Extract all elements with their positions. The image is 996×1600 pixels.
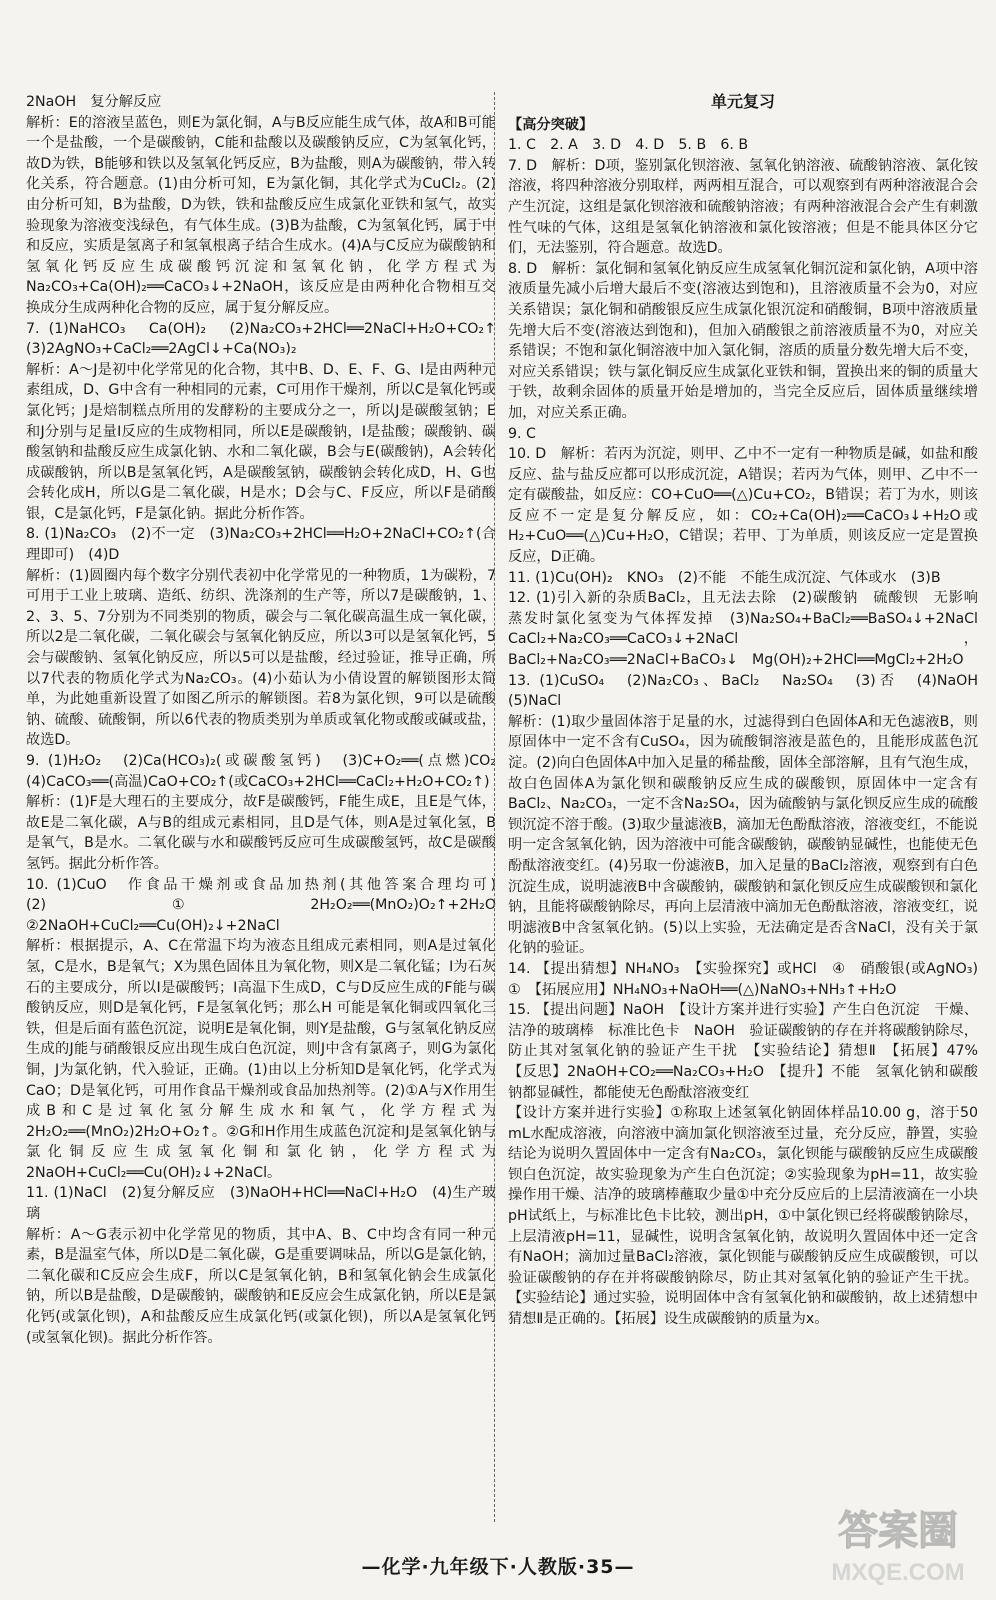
answer-paragraph: 9. (1)H₂O₂ (2)Ca(HCO₃)₂(或碳酸氢钙) (3)C+O₂══(点燃)CO₂ (4)CaCO₃══(高温)CaO+CO₂↑(或CaCO₃+2HCl══CaCl₂+H₂O+CO₂↑) [26, 753, 511, 790]
watermark-top-text: 答案圈 [838, 1508, 958, 1554]
answer-paragraph: 【设计方案并进行实验】①称取上述氢氧化钠固体样品10.00 g，溶于50 mL水配成溶液，向溶液中滴加氯化钡溶液至过量，充分反应，静置，实验结论为说明久置固体中一定含有Na₂CO₃，氯化钡能与碳酸钠反应生成碳酸钡白色沉淀，故实验现象为产生白色沉淀；②实验现象为pH=11，故实验操作用干燥、洁净的玻璃棒蘸取少量①中充分反应后的上层清液滴在一小块pH试纸上，与标准比色卡比较，测出pH，①中氯化钡已经将碳酸钠除尽，上层清液pH=11，显碱性，说明含氢氧化钠，故说明久置固体中还一定含有NaOH；滴加过量BaCl₂溶液，氯化钡能与碳酸钠反应生成碳酸钡，可以验证碳酸钠的存在并将碳酸钠除尽，防止其对氢氧化钠的验证产生干扰。【实验结论】通过实验，说明固体中含有氢氧化钠和碳酸钠，故上述猜想中猜想Ⅱ是正确的。【拓展】设生成碳酸钠的质量为x。 [508, 1105, 978, 1328]
answer-paragraph: 10. (1)CuO 作食品干燥剂或食品加热剂(其他答案合理均可) (2)①2H₂O₂══(MnO₂)O₂↑+2H₂O ②2NaOH+CuCl₂══Cu(OH)₂↓+2NaCl [26, 876, 511, 934]
answer-paragraph: 13. (1)CuSO₄ (2)Na₂CO₃、BaCl₂ Na₂SO₄ (3)否 (4)NaOH (5)NaCl [508, 672, 993, 710]
answer-paragraph: 11. (1)Cu(OH)₂ KNO₃ (2)不能 不能生成沉淀、气体或水 (3)B [508, 569, 941, 586]
answer-paragraph: 11. (1)NaCl (2)复分解反应 (3)NaOH+HCl══NaCl+H₂O (4)生产玻璃 [26, 1185, 496, 1223]
answer-paragraph: 8. D 解析：氯化铜和氢氧化钠反应生成氢氧化铜沉淀和氯化钠，A项中溶液质量先减小后增大最后不变(溶液达到饱和)，且溶液质量不会为0，对应关系错误；氯化铜和硝酸银反应生成氯化银沉淀和硝酸铜，B项中溶液质量先增大后不变(溶液达到饱和)，但加入硝酸银之前溶液质量不为0，对应关系错误；不饱和氯化铜溶液中加入氯化铜，溶质的质量分数先增大后不变，对应关系错误；铁与氯化铜反应生成氯化亚铁和铜，置换出来的铜的质量大于铁，故剩余固体的质量开始是增加的，当完全反应后，固体质量继续增加，对应关系正确。 [508, 260, 978, 421]
answer-paragraph: 7. (1)NaHCO₃ Ca(OH)₂ (2)Na₂CO₃+2HCl══2NaCl+H₂O+CO₂↑ (3)2AgNO₃+CaCl₂══2AgCl↓+Ca(NO₃)₂ [26, 320, 511, 358]
answer-paragraph: 解析：根据提示，A、C在常温下均为液态且组成元素相同，则A是过氧化氢，C是水，B是氧气；X为黑色固体且为氧化物，则X是二氧化锰；I为石灰石的主要成分，所以I是碳酸钙；I高温下生成D，C与D反应生成的F能与碳酸钠反应，则D是氧化钙，F是氢氧化钙；那么H 可能是氧化铜或四氧化三铁，但是后面有蓝色沉淀，说明E是氧化铜，则Y是盐酸，G与氢氧化钠反应生成的J能与硝酸银反应出现生成白色沉淀，则J中含有氯离子，则G为氯化铜，J为氯化钠，代入验证，正确。(1)由以上分析知D是氧化钙，化学式为CaO；D是氧化钙，可用作食品干燥剂或食品加热剂等。(2)①A与X作用生成B和C是过氧化氢分解生成水和氧气，化学方程式为2H₂O₂══(MnO₂)2H₂O+O₂↑。②G和H作用生成蓝色沉淀和J是氢氧化钠与氯化铜反应生成氢氧化铜和氯化钠，化学方程式为2NaOH+CuCl₂══Cu(OH)₂↓+2NaCl。 [26, 938, 496, 1181]
answer-paragraph: 解析：A～G表示初中化学常见的物质，其中A、B、C中均含有同一种元素，B是温室气体，所以D是二氧化碳，G是重要调味品，所以G是氯化钠，二氧化碳和C反应会生成F，所以C是氢氧化钠，B和氢氧化钠会生成氯化钠，所以B是盐酸，D是碳酸钠，碳酸钠和E反应会生成氯化钠，所以E是氯化钙(或氯化钡)，A和盐酸反应生成氯化钙(或氯化钡)，所以A是氢氧化钙(或氢氧化钡)。据此分析作答。 [26, 1226, 496, 1346]
answer-paragraph: 1. C 2. A 3. D 4. D 5. B 6. B [508, 137, 749, 154]
column-divider [494, 92, 495, 1522]
answer-paragraph: 解析：(1)取少量固体溶于足量的水，过滤得到白色固体A和无色滤液B，则原固体中一定不含有CuSO₄，因为硫酸铜溶液是蓝色的，且能形成蓝色沉淀。(2)向白色固体A中加入足量的稀盐酸，固体全部溶解，且有气泡生成，故白色固体A为氯化钡和碳酸钠反应生成的碳酸钡，原固体中一定含有BaCl₂、Na₂CO₃，一定不含Na₂SO₄，因为硫酸钠与氯化钡反应生成的硫酸钡沉淀不溶于酸。(3)取少量滤液B，滴加无色酚酞溶液，溶液变红，不能说明一定含氢氧化钠，因为溶液中可能含碳酸钠，碳酸钠显碱性，也能使无色酚酞溶液变红。(4)另取一份滤液B，加入足量的BaCl₂溶液，观察到有白色沉淀生成，说明滤液B中含碳酸钠，碳酸钠和氯化钡反应生成碳酸钡和氯化钠，且能将碳酸钠除尽，再向上层清液中滴加无色酚酞溶液，溶液变红，说明滤液B中含氢氧化钠。(5)以上实验，无法确定是否含NaCl，没有关于氯化钠的验证。 [508, 713, 978, 957]
page-footer: —化学·九年级下·人教版·35— [361, 1556, 635, 1578]
section-title: 单元复习 [710, 92, 775, 111]
answer-paragraph: 2NaOH 复分解反应 [26, 94, 162, 110]
answer-paragraph: 9. C [508, 425, 536, 442]
subsection-title: 【高分突破】 [508, 116, 594, 133]
answer-paragraph: 15. 【提出问题】NaOH 【设计方案并进行实验】产生白色沉淀 干燥、洁净的玻璃棒 标准比色卡 NaOH 验证碳酸钠的存在并将碳酸钠除尽，防止其对氢氧化钠的验证产生干扰 【实验结论】猜想Ⅱ 【拓展】47% 【反思】2NaOH+CO₂══Na₂CO₃+H₂O 【提升】不能 氢氧化钠和碳酸钠都显碱性，都能使无色酚酞溶液变红 [508, 1002, 993, 1101]
answer-paragraph: 10. D 解析：若丙为沉淀，则甲、乙中不一定有一种物质是碱，如盐和酸反应、盐与盐反应都可以形成沉淀，A错误；若丙为气体，则甲、乙中不一定有碳酸盐，如反应：CO+CuO══(△)Cu+CO₂，B错误；若丁为水，则该反应不一定是复分解反应，如：CO₂+Ca(OH)₂══CaCO₃↓+H₂O或H₂+CuO══(△)Cu+H₂O，C错误；若甲、丁为单质，则该反应一定是置换反应，D正确。 [508, 446, 978, 566]
watermark-bottom-text: MXQE.COM [831, 1559, 965, 1586]
answer-paragraph: 解析：(1)圆圈内每个数字分别代表初中化学常见的一种物质，1为碳粉，7可用于工业上玻璃、造纸、纺织、洗涤剂的生产等，所以7是碳酸钠，1、2、3、5、7分别为不同类别的物质，碳会与二氧化碳高温生成一氧化碳，所以2是二氧化碳，二氧化碳会与氢氧化钠反应，所以3可以是氢氧化钙，5会与碳酸钠、氢氧化钠反应，所以5可以是盐酸，经过验证，推导正确，所以7代表的物质化学式为Na₂CO₃。(4)小茹认为小倩设置的解锁图形太简单，为此她重新设置了如图乙所示的解锁图。若8为氯化钡，9可以是硫酸钠、硫酸、硫酸铜，所以6代表的物质类别为单质或氧化物或酸或碱或盐，故选D。 [26, 567, 496, 749]
answer-paragraph: 8. (1)Na₂CO₃ (2)不一定 (3)Na₂CO₃+2HCl══H₂O+2NaCl+CO₂↑(合理即可) (4)D [26, 526, 496, 564]
answer-paragraph: 14. 【提出猜想】NH₄NO₃ 【实验探究】或HCl ④ 硝酸银(或AgNO₃) ① 【拓展应用】NH₄NO₃+NaOH══(△)NaNO₃+NH₃↑+H₂O [508, 960, 993, 998]
right-column [508, 92, 993, 1532]
left-column [26, 92, 511, 1532]
answer-paragraph: 解析：(1)F是大理石的主要成分，故F是碳酸钙，F能生成E，且E是气体，故E是二氧化碳，A与B的组成元素相同，且D是气体，则A是过氧化氢，B是氧气，B是水。二氧化碳与水和碳酸钙反应可生成碳酸氢钙，故C是碳酸氢钙。据此分析作答。 [26, 794, 496, 872]
answer-paragraph: 解析：A～J是初中化学常见的化合物，其中B、D、E、F、G、I是由两种元素组成，D、G中含有一种相同的元素，C可用作干燥剂，所以C是氧化钙或氯化钙；J是焙制糕点所用的发酵粉的主要成分之一，所以J是碳酸氢钠；E和J分别与足量I反应的生成物相同，所以E是碳酸钠，I是盐酸；碳酸钠、碳酸氢钠和盐酸反应生成氯化钠、水和二氧化碳，B会与E(碳酸钠)，A会转化成碳酸钠，所以B是氢氧化钙，A是碳酸氢钠，碳酸钠会转化成D，H、G也会转化成H，所以G是二氧化碳，H是水；D会与C、F反应，所以F是硝酸银，C是氯化钙，F是氯化钠。据此分析作答。 [26, 361, 496, 522]
right-column-body [508, 135, 993, 1329]
answer-paragraph: 12. (1)引入新的杂质BaCl₂，且无法去除 (2)碳酸钠 硫酸钡 无影响 蒸发时氯化氢变为气体挥发掉 (3)Na₂SO₄+BaCl₂══BaSO₄↓+2NaCl CaCl₂+Na₂CO₃══CaCO₃↓+2NaCl，BaCl₂+Na₂CO₃══2NaCl+BaCO₃↓ Mg(OH)₂+2HCl══MgCl₂+2H₂O [508, 590, 993, 669]
answer-paragraph: 7. D 解析：D项，鉴别氯化钡溶液、氢氧化钠溶液、硫酸钠溶液、氯化铵溶液，将四种溶液分别取样，两两相互混合，可以观察到有两种溶液混合会产生沉淀，这组是氯化钡溶液和硫酸钠溶液；有两种溶液混合会产生有刺激性气味的气体，这组是氢氧化钠溶液和氯化铵溶液；但是不能具体区分它们，无法鉴别，符合题意。故选D。 [508, 157, 978, 257]
answer-paragraph: 解析：E的溶液呈蓝色，则E为氯化铜，A与B反应能生成气体，故A和B可能一个是盐酸，一个是碳酸钠，C能和盐酸以及碳酸钠反应，C为氢氧化钙，故D为铁，B能够和铁以及氢氧化钙反应，B为盐酸，则A为碳酸钠，带入转化关系，符合题意。(1)由分析可知，E为氯化铜，其化学式为CuCl₂。(2)由分析可知，B为盐酸，D为铁，铁和盐酸反应生成氯化亚铁和氢气，故实验现象为溶液变浅绿色，有气体生成。(3)B为盐酸，C为氢氧化钙，属于中和反应，实质是氢离子和氢氧根离子结合生成水。(4)A与C反应为碳酸钠和氢氧化钙反应生成碳酸钙沉淀和氢氧化钠，化学方程式为Na₂CO₃+Ca(OH)₂══CaCO₃↓+2NaOH，该反应是由两种化合物相互交换成分生成两种化合物的反应，属于复分解反应。 [26, 114, 496, 316]
watermark-logo-icon [818, 1492, 978, 1588]
